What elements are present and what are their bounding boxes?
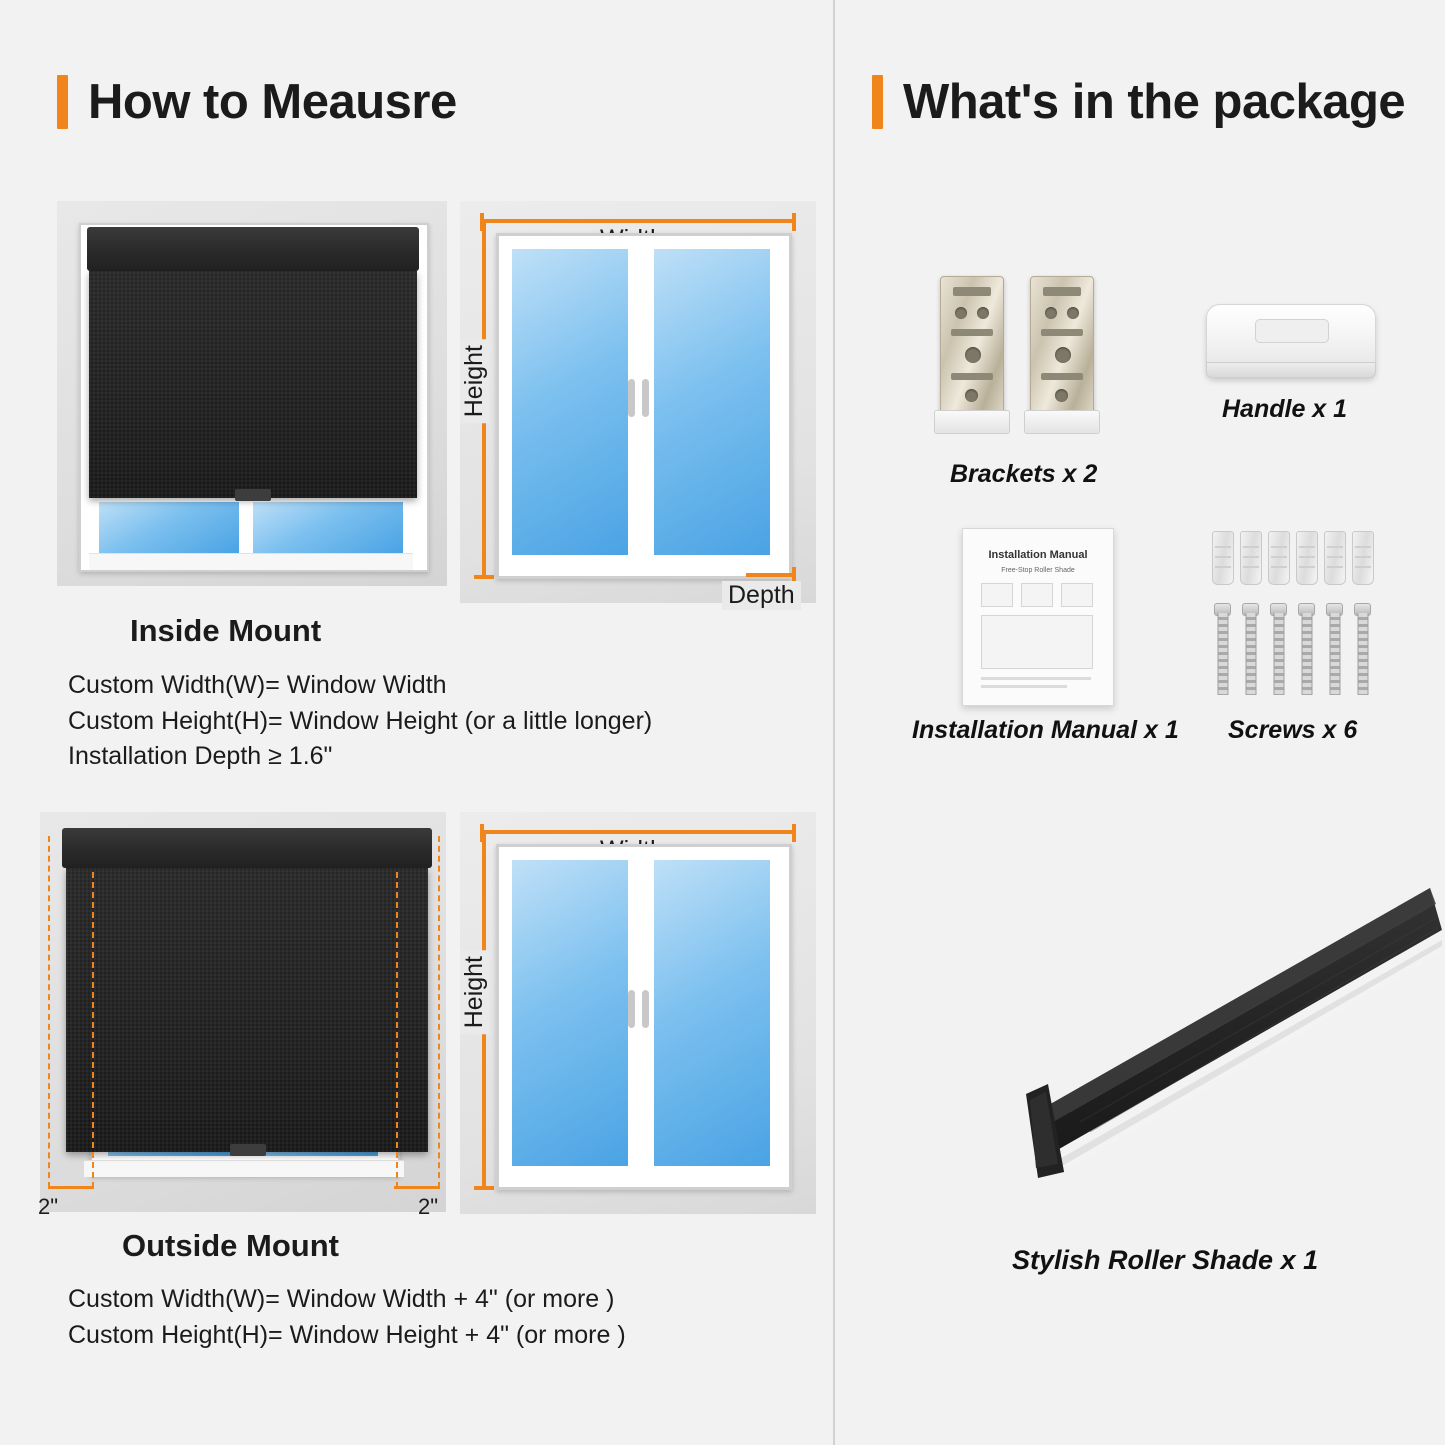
bracket-hole bbox=[965, 389, 978, 402]
manual-text-line bbox=[981, 677, 1091, 680]
window-glass-right bbox=[253, 501, 403, 553]
bracket-hole bbox=[955, 307, 967, 319]
outside-mount-measure-diagram bbox=[460, 812, 816, 1214]
wall-anchor bbox=[1240, 531, 1262, 585]
manual-figure bbox=[981, 583, 1013, 607]
overhang-left-value: 2" bbox=[38, 1194, 59, 1219]
wall-anchor bbox=[1268, 531, 1290, 585]
inside-mount-line-3: Installation Depth ≥ 1.6" bbox=[68, 742, 333, 770]
handle-illustration bbox=[1200, 300, 1380, 390]
overhang-arrow-right bbox=[394, 1186, 440, 1189]
inside-mount-line-2: Custom Height(H)= Window Height (or a little longer) bbox=[68, 707, 653, 735]
width-tick-right bbox=[792, 824, 796, 842]
manual-label: Installation Manual x 1 bbox=[912, 716, 1179, 744]
outside-mount-line-2: Custom Height(H)= Window Height + 4" (or more ) bbox=[68, 1321, 626, 1349]
screw bbox=[1298, 603, 1315, 695]
column-divider bbox=[833, 0, 835, 1445]
handle-grip bbox=[1255, 319, 1329, 343]
headrail bbox=[62, 828, 432, 868]
overhang-guide-right-outer bbox=[438, 836, 440, 1188]
window-glass-right bbox=[650, 249, 770, 555]
screws-illustration bbox=[1206, 525, 1386, 705]
wall-anchor bbox=[1324, 531, 1346, 585]
bracket-1-base bbox=[934, 410, 1010, 434]
bracket-hole bbox=[1045, 307, 1057, 319]
accent-bar-icon bbox=[872, 75, 883, 129]
brackets-label: Brackets x 2 bbox=[950, 460, 1098, 488]
roller-shade-svg bbox=[930, 860, 1442, 1190]
overhang-guide-left-outer bbox=[48, 836, 50, 1188]
height-tick-bottom bbox=[474, 575, 494, 579]
heading-whats-in-package bbox=[872, 74, 1405, 130]
headrail bbox=[87, 227, 419, 271]
heading-how-to-measure bbox=[57, 74, 457, 130]
bracket-slot bbox=[1041, 329, 1083, 336]
screw bbox=[1354, 603, 1371, 695]
handle-base bbox=[1206, 362, 1376, 378]
accent-bar-icon bbox=[57, 75, 68, 129]
frame-center-mullion bbox=[241, 497, 251, 557]
outside-mount-title: Outside Mount bbox=[122, 1228, 339, 1263]
height-tick-bottom bbox=[474, 1186, 494, 1190]
roller-shade-label: Stylish Roller Shade x 1 bbox=[1012, 1245, 1319, 1275]
roller-shade-product-image bbox=[930, 860, 1442, 1190]
overhang-right-value: 2" bbox=[418, 1194, 439, 1219]
outside-mount-shade-illustration bbox=[40, 812, 446, 1212]
hem-grip-handle bbox=[235, 489, 271, 501]
inside-mount-measure-diagram bbox=[460, 201, 816, 609]
outside-mount-line-1: Custom Width(W)= Window Width + 4" (or more ) bbox=[68, 1285, 615, 1313]
shade-fabric bbox=[89, 271, 417, 498]
screw bbox=[1270, 603, 1287, 695]
bracket-hole bbox=[977, 307, 989, 319]
window-handle-left bbox=[628, 379, 635, 417]
overhang-guide-left-inner bbox=[92, 872, 94, 1188]
bracket-hole bbox=[1055, 347, 1071, 363]
inside-mount-line-1: Custom Width(W)= Window Width bbox=[68, 671, 447, 699]
bracket-slot bbox=[1041, 373, 1083, 380]
overhang-arrow-left bbox=[48, 1186, 94, 1189]
window-glass-left bbox=[512, 249, 632, 555]
bracket-hole bbox=[965, 347, 981, 363]
inside-mount-title: Inside Mount bbox=[130, 613, 322, 648]
width-arrow-line bbox=[480, 219, 796, 223]
bracket-hole bbox=[1067, 307, 1079, 319]
screws-label: Screws x 6 bbox=[1228, 716, 1358, 744]
width-arrow-line bbox=[480, 830, 796, 834]
brackets-illustration bbox=[930, 262, 1110, 447]
screw bbox=[1214, 603, 1231, 695]
width-tick-right bbox=[792, 213, 796, 231]
height-label: Height bbox=[460, 950, 489, 1034]
depth-label: Depth bbox=[722, 581, 801, 610]
window-glass-right bbox=[650, 860, 770, 1166]
manual-cover-title: Installation Manual bbox=[988, 549, 1088, 561]
screw bbox=[1326, 603, 1343, 695]
overhang-guide-right-inner bbox=[396, 872, 398, 1188]
inside-mount-shade-illustration bbox=[57, 201, 447, 586]
window-sill bbox=[89, 553, 413, 570]
shade-fabric bbox=[66, 868, 428, 1152]
heading-measure-text: How to Meausre bbox=[88, 75, 457, 129]
manual-text-line bbox=[981, 685, 1067, 688]
bracket-slot bbox=[951, 373, 993, 380]
heading-package-text: What's in the package bbox=[903, 75, 1406, 129]
wall-anchor bbox=[1212, 531, 1234, 585]
bracket-slot bbox=[953, 287, 991, 296]
height-label: Height bbox=[460, 339, 489, 423]
wall-anchor bbox=[1352, 531, 1374, 585]
depth-arrow-line bbox=[746, 573, 796, 577]
bracket-2-base bbox=[1024, 410, 1100, 434]
window-handle-right bbox=[642, 990, 649, 1028]
window-handle-left bbox=[628, 990, 635, 1028]
handle-label: Handle x 1 bbox=[1222, 395, 1348, 423]
screw bbox=[1242, 603, 1259, 695]
manual-main-figure bbox=[981, 615, 1093, 669]
hem-grip-handle bbox=[230, 1144, 266, 1156]
manual-figure bbox=[1021, 583, 1053, 607]
window-glass-left bbox=[99, 501, 239, 553]
bracket-1 bbox=[940, 276, 1004, 414]
manual-cover-subtitle: Free-Stop Roller Shade bbox=[1001, 567, 1075, 574]
bracket-slot bbox=[951, 329, 993, 336]
window-glass-left bbox=[512, 860, 632, 1166]
window-sill bbox=[84, 1160, 404, 1177]
bracket-2 bbox=[1030, 276, 1094, 414]
manual-figure bbox=[1061, 583, 1093, 607]
bracket-slot bbox=[1043, 287, 1081, 296]
bracket-hole bbox=[1055, 389, 1068, 402]
wall-anchor bbox=[1296, 531, 1318, 585]
installation-manual-illustration bbox=[962, 528, 1114, 706]
window-handle-right bbox=[642, 379, 649, 417]
